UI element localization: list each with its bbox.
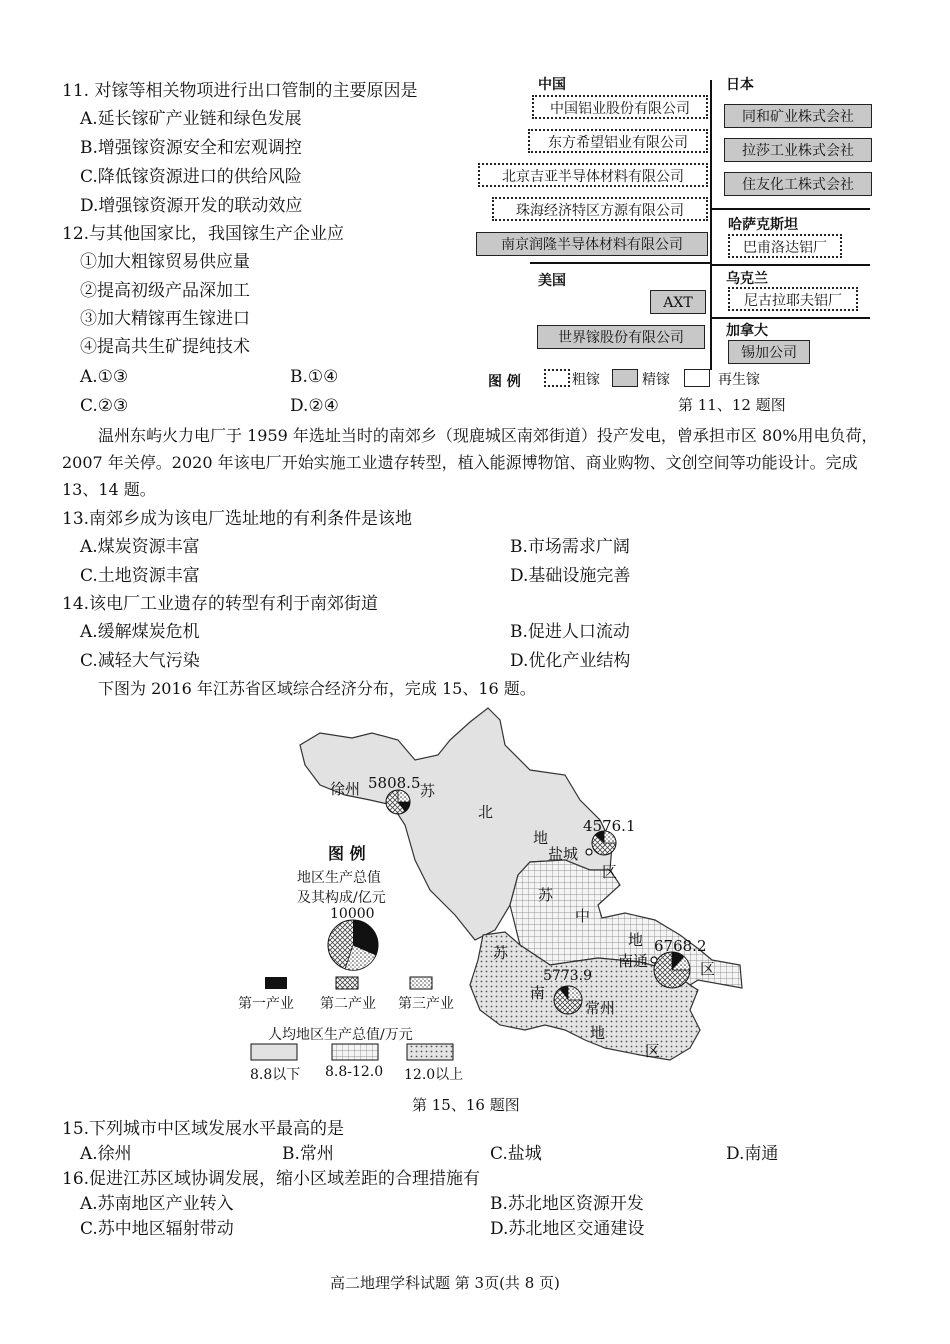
q15-option-a: A.徐州: [80, 1144, 132, 1164]
passage-jiangsu: 下图为 2016 年江苏省区域综合经济分布，完成 15、16 题。: [98, 679, 536, 698]
passage-power-plant: 温州东屿火力电厂于 1959 年选址当时的南郊乡（现鹿城区南郊街道）投产发电，曾承担市区 80%用电负荷，2007 年关停。2020 年该电厂开始实施工业遗存转型，植入能源博物馆、商业购物、文创空间等功能设计。完成 13、14 题。: [62, 426, 878, 499]
q15-option-d: D.南通: [726, 1144, 779, 1164]
q14-option-c: C.减轻大气污染: [80, 651, 200, 671]
q12-item-1: ①加大粗镓贸易供应量: [80, 252, 250, 272]
china-label: 中国: [538, 77, 566, 93]
subei-char-1: 苏: [420, 782, 436, 800]
yancheng-value: 4576.1: [583, 817, 636, 835]
changzhou-pie: [554, 986, 582, 1014]
q12-option-b: B.①④: [290, 367, 339, 387]
nantong-pie: [654, 952, 690, 988]
legend-high-swatch: [407, 1044, 453, 1060]
xuzhou-value: 5808.5: [368, 774, 421, 792]
suzhong-char-3: 地: [628, 931, 644, 949]
sunan-char-3: 地: [590, 1024, 606, 1042]
q13-option-c: C.土地资源丰富: [80, 566, 200, 586]
legend-tertiary-swatch: [410, 977, 432, 989]
q15-option-c: C.盐城: [490, 1144, 542, 1164]
legend-high-label: 12.0以上: [404, 1067, 464, 1083]
fig1-legend-title: 图 例: [488, 374, 521, 390]
sunan-char-2: 南: [530, 984, 546, 1002]
q12-item-4: ④提高共生矿提纯技术: [80, 337, 250, 357]
q11-stem: 11. 对镓等相关物项进行出口管制的主要原因是: [62, 81, 418, 101]
japan-label: 日本: [726, 77, 754, 93]
legend-crude-label: 粗镓: [572, 372, 600, 388]
legend-mid-swatch: [332, 1044, 378, 1060]
canada-label: 加拿大: [726, 323, 768, 339]
q16-option-a: A.苏南地区产业转入: [80, 1194, 234, 1214]
company-zhuhai-fangyuan: 珠海经济特区方源有限公司: [492, 197, 708, 221]
company-nikolaev: 尼古拉耶夫铝厂: [728, 287, 858, 311]
company-world-gallium: 世界镓股份有限公司: [537, 325, 705, 349]
legend-percap-label: 人均地区生产总值/万元: [268, 1027, 413, 1043]
company-dowa: 同和矿业株式会社: [724, 104, 872, 128]
map-legend-pie-value: 10000: [330, 906, 375, 922]
company-pavlodar: 巴甫洛达铝厂: [728, 234, 842, 258]
q14-option-d: D.优化产业结构: [510, 651, 631, 671]
company-sika: 锡加公司: [728, 340, 810, 364]
company-nanjing-runlong: 南京润隆半导体材料有限公司: [476, 232, 708, 256]
changzhou-label: 常州: [585, 999, 616, 1017]
map-legend-gdp-line1: 地区生产总值: [297, 870, 381, 886]
q15-option-b: B.常州: [282, 1144, 334, 1164]
nantong-value: 6768.2: [654, 937, 707, 955]
kazakhstan-label: 哈萨克斯坦: [728, 217, 798, 233]
suzhong-char-1: 苏: [538, 886, 554, 904]
q13-option-a: A.煤炭资源丰富: [80, 537, 200, 557]
map-legend-title: 图 例: [328, 844, 366, 863]
q13-option-d: D.基础设施完善: [510, 566, 631, 586]
yancheng-dot: [586, 849, 592, 855]
changzhou-value: 5773.9: [543, 968, 592, 984]
q15-stem: 15.下列城市中区域发展水平最高的是: [62, 1119, 345, 1139]
legend-low-label: 8.8以下: [250, 1067, 301, 1083]
suzhong-char-2: 中: [575, 907, 591, 925]
company-sumitomo: 住友化工株式会社: [724, 172, 872, 196]
q12-item-2: ②提高初级产品深加工: [80, 281, 250, 301]
q16-stem: 16.促进江苏区域协调发展，缩小区域差距的合理措施有: [62, 1169, 481, 1189]
q13-option-b: B.市场需求广阔: [510, 537, 630, 557]
q16-option-c: C.苏中地区辐射带动: [80, 1219, 234, 1239]
legend-secondary-swatch: [336, 977, 358, 989]
usa-label: 美国: [538, 273, 566, 289]
company-beijing-jiya: 北京吉亚半导体材料有限公司: [478, 163, 708, 187]
subei-char-2: 北: [478, 803, 494, 821]
q13-stem: 13.南郊乡成为该电厂选址地的有利条件是该地: [62, 509, 413, 529]
subei-char-4: 区: [602, 863, 618, 881]
company-axt: AXT: [650, 290, 706, 314]
sunan-char-1: 苏: [493, 944, 509, 962]
nantong-label: 南通: [618, 952, 649, 970]
legend-primary-label: 第一产业: [238, 996, 294, 1012]
q16-option-d: D.苏北地区交通建设: [490, 1219, 645, 1239]
nantong-dot: [651, 957, 657, 963]
q11-option-d: D.增强镓资源开发的联动效应: [80, 196, 303, 216]
legend-secondary-label: 第二产业: [320, 996, 376, 1012]
map-caption: 第 15、16 题图: [412, 1096, 520, 1114]
q11-option-c: C.降低镓资源进口的供给风险: [80, 167, 302, 187]
q11-option-a: A.延长镓矿产业链和绿色发展: [80, 109, 302, 129]
q12-option-d: D.②④: [290, 396, 339, 416]
legend-pie: [328, 920, 378, 970]
xuzhou-label: 徐州: [330, 780, 361, 798]
legend-recycled-label: 再生镓: [718, 372, 760, 388]
q14-stem: 14.该电厂工业遗存的转型有利于南郊街道: [62, 594, 379, 614]
legend-low-swatch: [251, 1044, 297, 1060]
company-east-hope: 东方希望铝业有限公司: [528, 129, 708, 153]
company-rasa: 拉莎工业株式会社: [724, 138, 872, 162]
fig1-caption: 第 11、12 题图: [678, 396, 786, 414]
q12-option-c: C.②③: [80, 396, 129, 416]
legend-tertiary-label: 第三产业: [398, 996, 454, 1012]
q14-option-a: A.缓解煤炭危机: [80, 622, 200, 642]
company-chalco: 中国铝业股份有限公司: [532, 95, 708, 119]
q11-option-b: B.增强镓资源安全和宏观调控: [80, 138, 302, 158]
q12-item-3: ③加大精镓再生镓进口: [80, 309, 250, 329]
q16-option-b: B.苏北地区资源开发: [490, 1194, 644, 1214]
q12-option-a: A.①③: [80, 367, 129, 387]
map-legend-gdp-line2: 及其构成/亿元: [297, 890, 386, 906]
sunan-char-4: 区: [645, 1042, 661, 1060]
legend-mid-label: 8.8-12.0: [325, 1064, 384, 1080]
page-footer: 高二地理学科试题 第 3页(共 8 页): [330, 1274, 560, 1292]
q12-stem: 12.与其他国家比，我国镓生产企业应: [62, 224, 345, 244]
yancheng-label: 盐城: [548, 845, 579, 863]
suzhong-char-4: 区: [700, 960, 716, 978]
xuzhou-pie: [386, 790, 410, 814]
subei-char-3: 地: [533, 829, 549, 847]
legend-primary-swatch: [265, 977, 287, 989]
q14-option-b: B.促进人口流动: [510, 622, 630, 642]
ukraine-label: 乌克兰: [726, 271, 768, 287]
legend-fine-label: 精镓: [642, 372, 670, 388]
